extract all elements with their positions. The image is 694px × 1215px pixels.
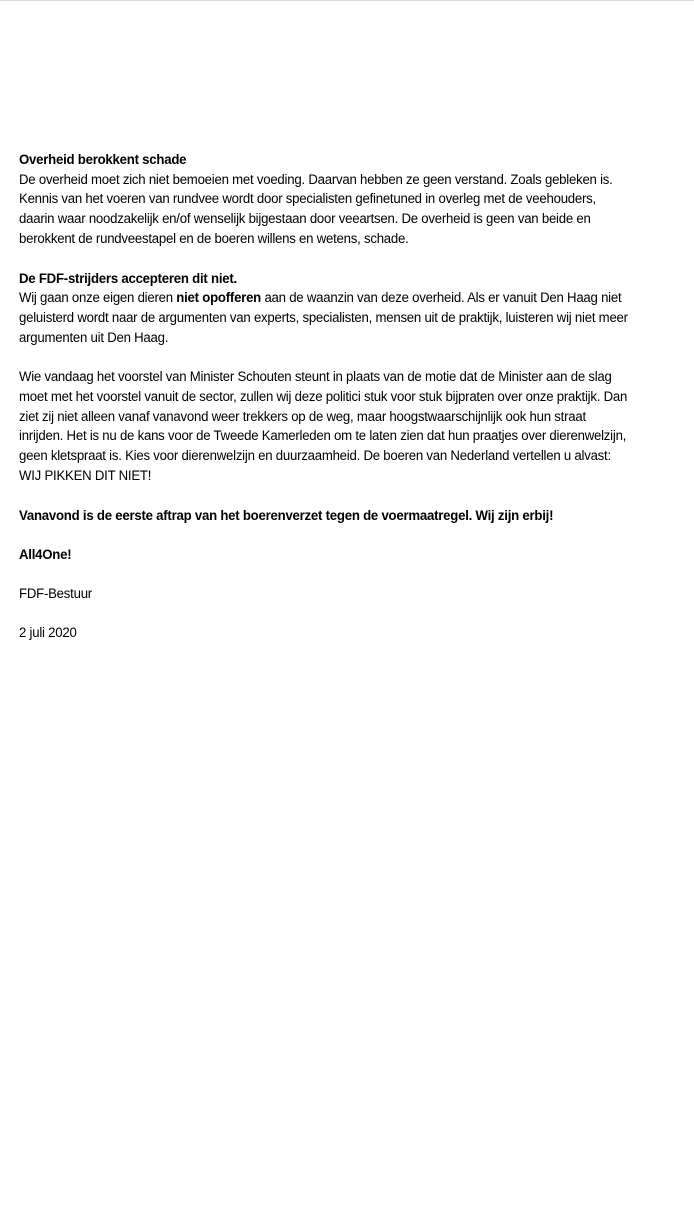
section-paragraph: De overheid moet zich niet bemoeien met voeding. Daarvan hebben ze geen verstand. Zoals gebleken is. Kennis van het voeren van rundvee wordt door specialisten gefinetuned in overleg met de veehouders, daarin waar noodzakelijk en/of wenselijk bijgestaan door veeartsen. De overheid is geen van beide en berokkent de rundveestapel en de boeren willens en wetens, schade.: [19, 171, 613, 247]
section-paragraph: Wij gaan onze eigen dieren niet opofferen aan de waanzin van deze overheid. Als er vanuit Den Haag niet geluisterd wordt naar de argumenten van experts, specialisten, mensen uit de praktijk, luisteren wij niet meer argumenten uit Den Haag.: [19, 290, 628, 346]
document-body: [19, 151, 633, 643]
section-heading: De FDF-strijders accepteren dit niet.: [19, 270, 237, 287]
closing-statement: Vanavond is de eerste aftrap van het boerenverzet tegen de voermaatregel. Wij zijn erbij!: [19, 507, 554, 524]
motto: All4One!: [19, 547, 72, 564]
paragraph: Wie vandaag het voorstel van Minister Schouten steunt in plaats van de motie dat de Minister aan de slag moet met het voorstel vanuit de sector, zullen wij deze politici stuk voor stuk bijpraten over onze praktijk. Dan ziet zij niet alleen vanaf vanavond weer trekkers op de weg, maar hoogstwaarschijnlijk ook hun straat inrijden. Het is nu de kans voor de Tweede Kamerleden om te laten zien dat hun praatjes over dierenwelzijn, geen kletspraat is. Kies voor dierenwelzijn en duurzaamheid. De boeren van Nederland vertellen u alvast: WIJ PIKKEN DIT NIET!: [19, 369, 628, 484]
top-divider: [0, 0, 694, 1]
section-heading: Overheid berokkent schade: [19, 152, 187, 168]
date: 2 juli 2020: [19, 624, 77, 641]
signature: FDF-Bestuur: [19, 585, 92, 602]
